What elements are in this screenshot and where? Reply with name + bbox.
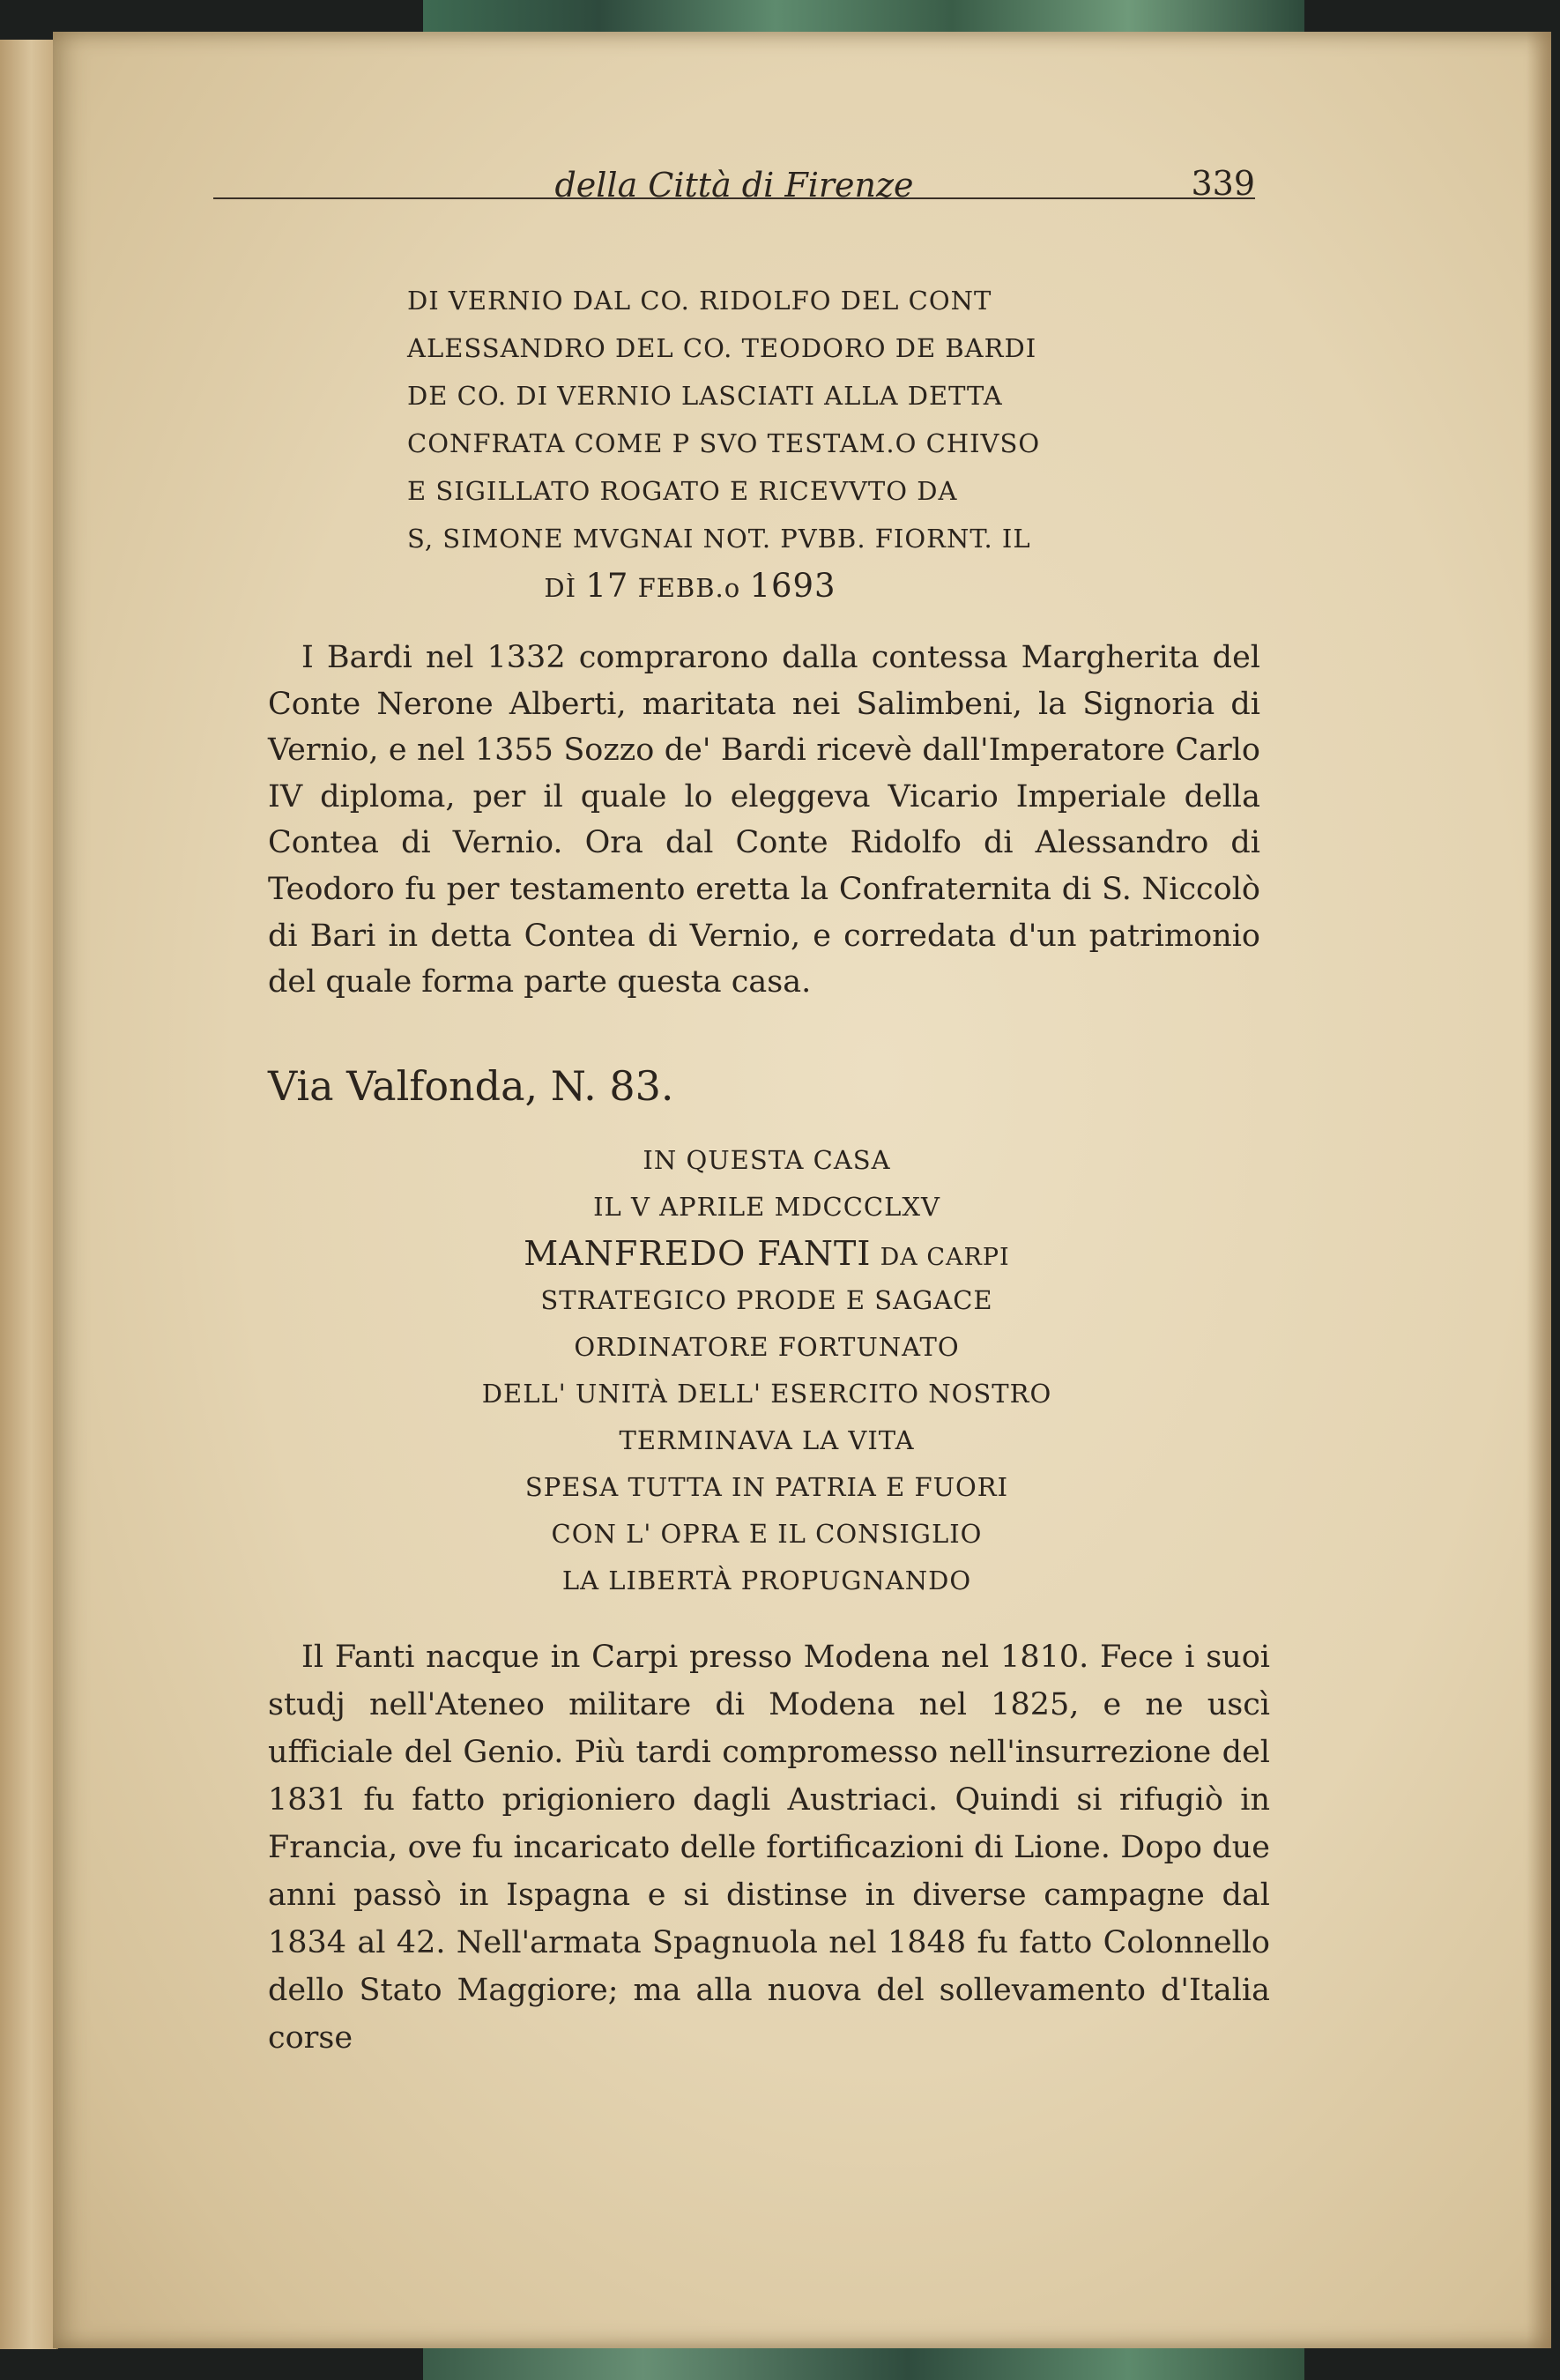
page-number: 339 <box>1191 164 1255 203</box>
date-day: 17 <box>585 567 629 605</box>
running-title: della Città di Firenze <box>554 166 914 205</box>
inscription-line: IL V APRILE MDCCCLXV <box>593 1192 940 1222</box>
date-year: 1693 <box>749 567 836 605</box>
inscription-line: DELL' UNITÀ DELL' ESERCITO NOSTRO <box>481 1379 1052 1409</box>
previous-page-edge <box>0 40 58 2349</box>
inscription-fanti <box>405 1137 1128 1604</box>
paragraph-bardi-history: I Bardi nel 1332 comprarono dalla contessa Margherita del Conte Nerone Alberti, maritata nei Salimbeni, la Signoria di Vernio, e nel 1355 Sozzo de' Bardi ricevè dall'Imperatore Carlo IV diploma, per il quale lo eleggeva Vicario Imperiale della Contea di Vernio. Ora dal Conte Ridolfo di Alessandro di Teodoro fu per testamento eretta la Confraternita di S. Niccolò di Bari in detta Contea di Vernio, e corredata d'un patrimonio del quale forma parte questa casa. <box>268 640 1260 1000</box>
inscription-line: STRATEGICO PRODE E SAGACE <box>540 1285 993 1315</box>
inscription-date-line <box>303 562 1077 610</box>
inscription-line: DE CO. DI VERNIO LASCIATI ALLA DETTA <box>407 381 1003 411</box>
section-heading: Via Valfonda, N. 83. <box>268 1062 674 1110</box>
inscription-line: IN QUESTA CASA <box>643 1145 891 1175</box>
inscription-line: E SIGILLATO ROGATO E RICEVVTO DA <box>407 476 958 506</box>
inscription-line: TERMINAVA LA VITA <box>619 1425 915 1455</box>
inscription-line: LA LIBERTÀ PROPUGNANDO <box>561 1566 972 1595</box>
inscription-line: CONFRATA COME P SVO TESTAM.O CHIVSO <box>407 428 1041 458</box>
inscription-line: SPESA TUTTA IN PATRIA E FUORI <box>524 1472 1009 1502</box>
inscription-line: DI VERNIO DAL CO. RIDOLFO DEL CONT <box>407 286 992 316</box>
inscription-name-suffix: DA CARPI <box>880 1244 1010 1271</box>
paragraph-fanti-biography: Il Fanti nacque in Carpi presso Modena nel 1810. Fece i suoi studj nell'Ateneo militare di Modena nel 1825, e ne uscì ufficiale del Genio. Più tardi compromesso nell'insurrezione del 1831 fu fatto prigioniero dagli Austriaci. Quindi si rifugiò in Francia, ove fu incaricato delle fortificazioni di Lione. Dopo due anni passò in Ispagna e si distinse in diverse campagne dal 1834 al 42. Nell'armata Spagnuola nel 1848 fu fatto Colonnello dello Stato Maggiore; ma alla nuova del sollevamento d'Italia corse <box>268 1640 1270 2056</box>
inscription-name-line <box>405 1231 1128 1277</box>
inscription-line: CON L' OPRA E IL CONSIGLIO <box>551 1519 983 1549</box>
inscription-line: ORDINATORE FORTUNATO <box>574 1332 960 1362</box>
inscription-name: MANFREDO FANTI <box>524 1234 872 1273</box>
date-month: FEBB.o <box>637 573 741 603</box>
page-header <box>213 141 1255 205</box>
inscription-line: S, SIMONE MVGNAI NOT. PVBB. FIORNT. IL <box>407 524 1031 554</box>
inscription-bardi <box>407 277 1077 610</box>
inscription-line: ALESSANDRO DEL CO. TEODORO DE BARDI <box>407 333 1037 363</box>
page-fore-edge <box>1527 32 1551 2348</box>
date-prefix: DÌ <box>544 573 577 603</box>
